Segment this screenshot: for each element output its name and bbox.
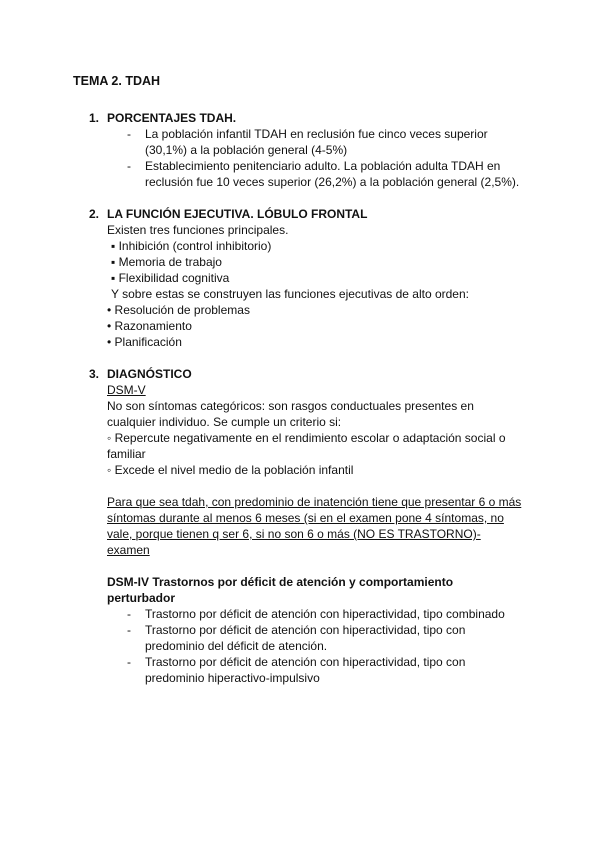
note-line: síntomas durante al menos 6 meses (si en el examen pone 4 síntomas, no: [107, 511, 504, 525]
paragraph: Y sobre estas se construyen las funciones ejecutivas de alto orden:: [111, 287, 469, 301]
section-heading: LA FUNCIÓN EJECUTIVA. LÓBULO FRONTAL: [107, 207, 368, 221]
note-line: vale, porque tienen q ser 6, si no son 6 o más (NO ES TRASTORNO)-: [107, 527, 481, 541]
list-item-line: (30,1%) a la población general (4-5%): [145, 143, 348, 157]
list-item-line: predominio del déficit de atención.: [145, 639, 328, 653]
section-number: 2.: [89, 207, 100, 221]
list-item: • Planificación: [107, 335, 182, 349]
list-item-line: La población infantil TDAH en reclusión fue cinco veces superior: [145, 127, 488, 141]
note-line: examen: [107, 543, 150, 557]
section-heading: DIAGNÓSTICO: [107, 367, 192, 381]
subheading-dsm4: DSM-IV Trastornos por déficit de atención y comportamiento: [107, 575, 454, 589]
list-item: ▪ Inhibición (control inhibitorio): [111, 239, 272, 253]
paragraph: Existen tres funciones principales.: [107, 223, 289, 237]
criterion-line: familiar: [107, 447, 146, 461]
page-title: TEMA 2. TDAH: [73, 74, 161, 88]
subheading-dsm4: perturbador: [107, 591, 176, 605]
list-item-line: Trastorno por déficit de atención con hiperactividad, tipo con: [145, 655, 466, 669]
list-item-line: predominio hiperactivo-impulsivo: [145, 671, 320, 685]
list-item-line: Trastorno por déficit de atención con hiperactividad, tipo con: [145, 623, 466, 637]
list-dash: -: [127, 159, 131, 173]
section-heading: PORCENTAJES TDAH.: [107, 111, 237, 125]
section-number: 3.: [89, 367, 100, 381]
list-item-line: Trastorno por déficit de atención con hiperactividad, tipo combinado: [145, 607, 505, 621]
list-item: ▪ Flexibilidad cognitiva: [111, 271, 230, 285]
list-dash: -: [127, 607, 131, 621]
section-number: 1.: [89, 111, 100, 125]
list-item-line: Establecimiento penitenciario adulto. La población adulta TDAH en: [145, 159, 501, 173]
list-dash: -: [127, 623, 131, 637]
list-item: • Resolución de problemas: [107, 303, 250, 317]
subheading-dsm5: DSM-V: [107, 383, 146, 397]
paragraph-line: cualquier individuo. Se cumple un criterio si:: [107, 415, 342, 429]
paragraph-line: No son síntomas categóricos: son rasgos conductuales presentes en: [107, 399, 474, 413]
criterion-line: ◦ Repercute negativamente en el rendimiento escolar o adaptación social o: [107, 431, 506, 445]
criterion-line: ◦ Excede el nivel medio de la población infantil: [107, 463, 354, 477]
list-dash: -: [127, 655, 131, 669]
list-item-line: reclusión fue 10 veces superior (26,2%) a la población general (2,5%).: [145, 175, 520, 189]
list-item: • Razonamiento: [107, 319, 192, 333]
list-dash: -: [127, 127, 131, 141]
list-item: ▪ Memoria de trabajo: [111, 255, 222, 269]
note-line: Para que sea tdah, con predominio de inatención tiene que presentar 6 o más: [107, 495, 522, 509]
